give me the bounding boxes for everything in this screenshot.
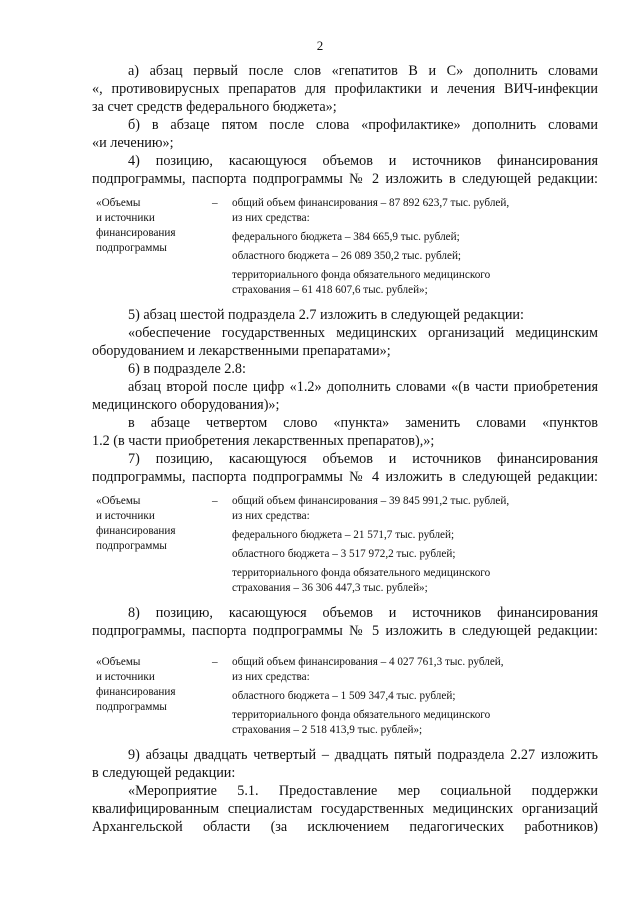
table-label: «Объемы и источники финансирования подпрограммы bbox=[96, 197, 176, 254]
paragraph-a-line-3: за счет средств федерального бюджета»; bbox=[92, 99, 337, 115]
measure-line-1: «Мероприятие 5.1. Предоставление мер социальной поддержки bbox=[128, 783, 598, 799]
item-9-line-1: 9) абзацы двадцать четвертый – двадцать пятый подраздела 2.27 изложить bbox=[128, 747, 598, 763]
item-6-line-2: абзац второй после цифр «1.2» дополнить словами «(в части приобретения bbox=[128, 379, 598, 395]
page-number: 2 bbox=[316, 38, 324, 53]
item-7-line-1: 7) позицию, касающуюся объемов и источников финансирования bbox=[128, 451, 598, 467]
table-dash: – bbox=[212, 495, 218, 507]
table-dash: – bbox=[212, 656, 218, 668]
paragraph-b-line-2: «и лечению»; bbox=[92, 135, 174, 151]
item-5-line-1: 5) абзац шестой подраздела 2.7 изложить в следующей редакции: bbox=[128, 307, 524, 323]
item-4-line-1: 4) позицию, касающуюся объемов и источников финансирования bbox=[128, 153, 598, 169]
paragraph-b-line-1: б) в абзаце пятом после слова «профилактике» дополнить словами bbox=[128, 117, 598, 133]
item-7-line-2: подпрограммы, паспорта подпрограммы № 4 изложить в следующей редакции: bbox=[92, 469, 598, 485]
item-8-line-2: подпрограммы, паспорта подпрограммы № 5 изложить в следующей редакции: bbox=[92, 623, 598, 639]
table-dash: – bbox=[212, 197, 218, 209]
item-9-line-2: в следующей редакции: bbox=[92, 765, 236, 781]
item-6-line-1: 6) в подразделе 2.8: bbox=[128, 361, 246, 377]
table-values: общий объем финансирования – 87 892 623,7 тыс. рублей, из них средства: федерального бюджета – 384 665,9 тыс. рублей; областного бюджета – 26 089 350,2 тыс. рублей; территориального фонда обязательного медицинского страхования – 61 418 607,6 тыс. рублей»; bbox=[232, 197, 510, 296]
item-5-line-2: «обеспечение государственных медицинских организаций медицинским bbox=[128, 325, 598, 341]
measure-line-3: Архангельской области (за исключением педагогических работников) bbox=[92, 819, 598, 835]
item-6-line-5: 1.2 (в части приобретения лекарственных препаратов),»; bbox=[92, 433, 435, 449]
measure-line-2: квалифицированным специалистам государственных медицинских организаций bbox=[92, 801, 598, 817]
item-8-line-1: 8) позицию, касающуюся объемов и источников финансирования bbox=[128, 605, 598, 621]
table-label: «Объемы и источники финансирования подпрограммы bbox=[96, 495, 176, 552]
paragraph-a-line-1: а) абзац первый после слов «гепатитов В и С» дополнить словами bbox=[128, 63, 598, 79]
paragraph-a-line-2: «, противовирусных препаратов для профилактики и лечения ВИЧ-инфекции bbox=[92, 81, 598, 97]
item-6-line-4: в абзаце четвертом слово «пункта» заменить словами «пунктов bbox=[128, 415, 598, 431]
table-values: общий объем финансирования – 4 027 761,3 тыс. рублей, из них средства: областного бюджета – 1 509 347,4 тыс. рублей; территориального фонда обязательного медицинского страхования – 2 518 413,9 тыс. рублей»; bbox=[232, 656, 504, 736]
item-6-line-3: медицинского оборудования)»; bbox=[92, 397, 280, 413]
item-4-line-2: подпрограммы, паспорта подпрограммы № 2 изложить в следующей редакции: bbox=[92, 171, 598, 187]
item-5-line-3: оборудованием и лекарственными препаратами»; bbox=[92, 343, 391, 359]
table-values: общий объем финансирования – 39 845 991,2 тыс. рублей, из них средства: федерального бюджета – 21 571,7 тыс. рублей; областного бюджета – 3 517 972,2 тыс. рублей; территориального фонда обязательного медицинского страхования – 36 306 447,3 тыс. рублей»; bbox=[232, 495, 510, 594]
table-label: «Объемы и источники финансирования подпрограммы bbox=[96, 656, 176, 713]
